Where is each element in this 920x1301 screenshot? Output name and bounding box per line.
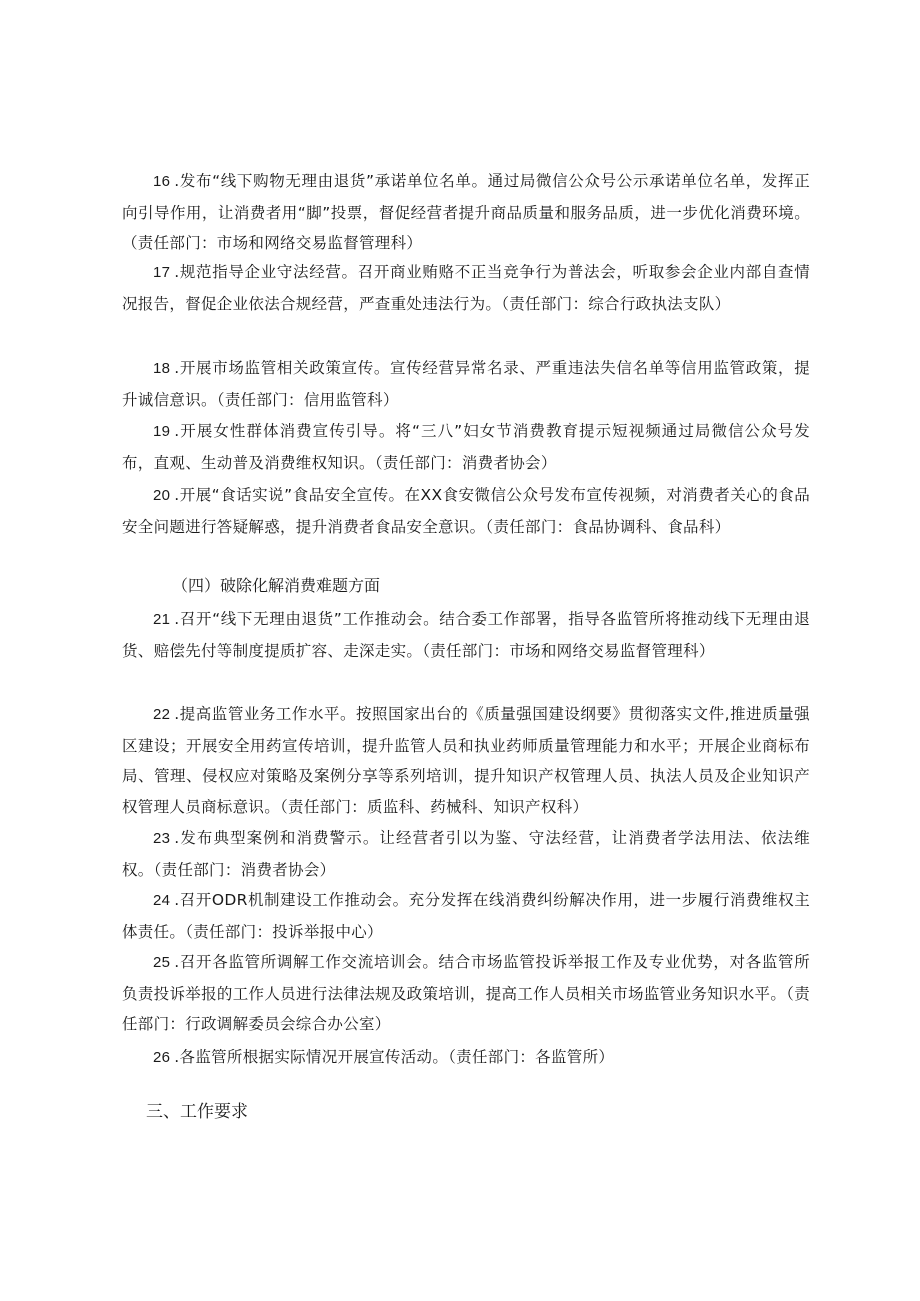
item-number: 17: [153, 264, 171, 281]
item-text: .召开“线下无理由退货”工作推动会。结合委工作部署，指导各监管所将推动线下无理由退货、赔偿先付等制度提质扩容、走深走实。（责任部门：市场和网络交易监督管理科）: [122, 610, 810, 660]
item-text: .开展“食话实说”食品安全宣传。在XX食安微信公众号发布宣传视频，对消费者关心的食品安全问题进行答疑解惑，提升消费者食品安全意识。（责任部门：食品协调科、食品科）: [122, 486, 810, 536]
paragraph-item-25: [122, 947, 810, 1040]
item-number: 26: [153, 1049, 171, 1066]
item-text: .规范指导企业守法经营。召开商业贿赂不正当竞争行为普法会，听取参会企业内部自查情况报告，督促企业依法合规经营，严查重处违法行为。（责任部门：综合行政执法支队）: [122, 263, 810, 313]
paragraph-item-19: [122, 416, 810, 478]
item-number: 25: [153, 954, 171, 971]
item-number: 19: [153, 423, 171, 440]
item-number: 16: [153, 173, 171, 190]
item-number: 21: [153, 611, 171, 628]
item-number: 18: [153, 360, 171, 377]
item-text: .召开各监管所调解工作交流培训会。结合市场监管投诉举报工作及专业优势，对各监管所负责投诉举报的工作人员进行法律法规及政策培训，提高工作人员相关市场监管业务知识水平。（责任部门：行政调解委员会综合办公室）: [122, 953, 810, 1033]
paragraph-item-24: [122, 885, 810, 947]
item-text: .开展女性群体消费宣传引导。将“三八”妇女节消费教育提示短视频通过局微信公众号发布，直观、生动普及消费维权知识。（责任部门：消费者协会）: [122, 422, 810, 472]
item-text: .开展市场监管相关政策宣传。宣传经营异常名录、严重违法失信名单等信用监管政策，提升诚信意识。（责任部门：信用监管科）: [122, 359, 810, 409]
section-title: 三、工作要求: [146, 1102, 248, 1122]
paragraph-item-16: [122, 166, 810, 259]
item-text: .召开ODR机制建设工作推动会。充分发挥在线消费纠纷解决作用，进一步履行消费维权主体责任。（责任部门：投诉举报中心）: [122, 891, 810, 941]
item-text: .发布“线下购物无理由退货”承诺单位名单。通过局微信公众号公示承诺单位名单，发挥正向引导作用，让消费者用“脚”投票，督促经营者提升商品质量和服务品质，进一步优化消费环境。（责任部门：市场和网络交易监督管理科）: [122, 172, 810, 252]
paragraph-item-22: [122, 699, 810, 822]
item-number: 23: [153, 830, 171, 847]
paragraph-item-17: [122, 257, 810, 319]
paragraph-item-23: [122, 823, 810, 885]
item-text: .提高监管业务工作水平。按照国家出台的《质量强国建设纲要》贯彻落实文件,推进质量强区建设；开展安全用药宣传培训，提升监管人员和执业药师质量管理能力和水平；开展企业商标布局、管理、侵权应对策略及案例分享等系列培训，提升知识产权管理人员、执法人员及企业知识产权管理人员商标意识。（责任部门：质监科、药械科、知识产权科）: [122, 705, 810, 816]
paragraph-item-18: [122, 353, 810, 415]
item-text: .发布典型案例和消费警示。让经营者引以为鉴、守法经营，让消费者学法用法、依法维权。（责任部门：消费者协会）: [122, 829, 810, 879]
item-number: 20: [153, 487, 171, 504]
paragraph-item-21: [122, 604, 810, 666]
item-number: 22: [153, 706, 171, 723]
paragraph-item-20: [122, 480, 810, 542]
item-text: .各监管所根据实际情况开展宣传活动。（责任部门：各监管所）: [174, 1048, 615, 1066]
item-number: 24: [153, 892, 171, 909]
paragraph-item-26: [122, 1042, 810, 1074]
subheading: （四）破除化解消费难题方面: [172, 576, 381, 595]
